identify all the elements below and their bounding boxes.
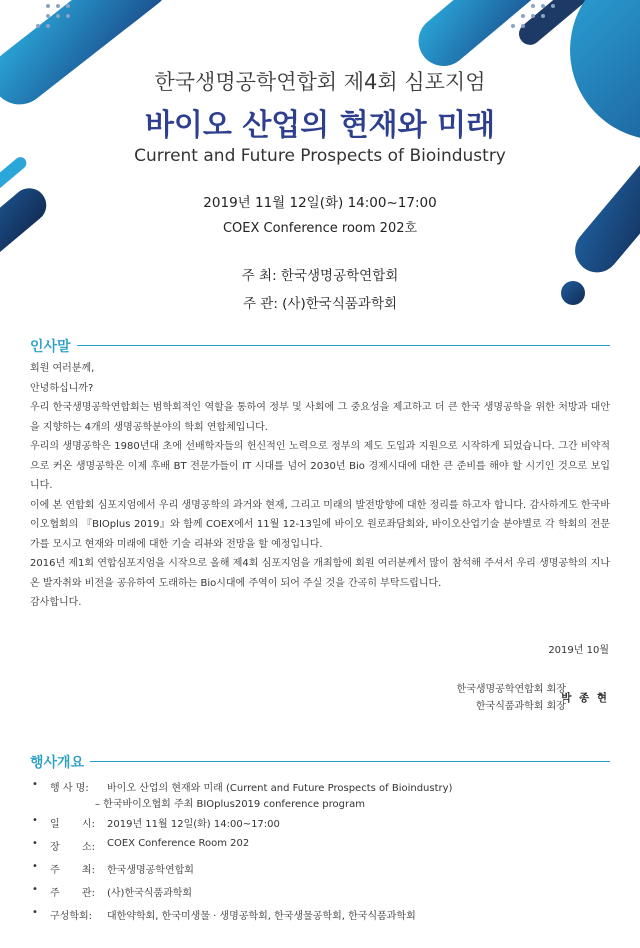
item-value: 대한약학회, 한국미생물 · 생명공학회, 한국생물공학회, 한국식품과학회	[107, 911, 416, 922]
list-item	[30, 907, 620, 930]
signer-title-2: 한국식품과학회 회장	[475, 701, 566, 712]
greeting-heading: 인사말	[30, 336, 77, 356]
item-label: 주 최:	[50, 865, 95, 876]
greeting-body	[30, 359, 610, 613]
greeting-paragraph: 우리의 생명공학은 1980년대 초에 선배학자들의 헌신적인 노력으로 정부의 제도 도입과 지원으로 시작하게 되었습니다. 그간 비약적으로 커온 생명공학은 이제 후배 BT 전문가들이 IT 시대를 넘어 2030년 Bio 경제시대에 대한 큰 준비를 해야 할 시기인 것으로 보입니다.	[30, 441, 610, 491]
item-label: 일 시:	[50, 819, 95, 830]
greeting-paragraph: 회원 여러분께,	[30, 363, 95, 374]
item-subvalue: – 한국바이오협회 주최 BIOplus2019 conference program	[95, 799, 365, 810]
signer-title-1: 한국생명공학연합회 회장	[456, 684, 566, 695]
subtitle-english: Current and Future Prospects of Bioindustry	[134, 146, 506, 166]
bullet: •	[32, 815, 38, 826]
section-divider	[30, 761, 610, 762]
item-value: 한국생명공학연합회	[107, 865, 194, 876]
host-line: 주 최: 한국생명공학연합회	[241, 268, 399, 284]
list-item	[30, 861, 620, 884]
list-item	[30, 779, 620, 815]
greeting-paragraph: 2016년 제1회 연합심포지엄을 시작으로 올해 제4회 심포지엄을 개최함에 회원 여러분께서 많이 참석해 주셔서 우리 생명공학의 지나온 발자취와 비전을 공유하여 도래하는 Bio시대에 주역이 되어 주실 것을 간곡히 부탁드립니다.	[30, 558, 610, 589]
greeting-paragraph: 이에 본 연합회 심포지엄에서 우리 생명공학의 과거와 현재, 그리고 미래의 발전방향에 대한 정리를 하고자 합니다. 감사하게도 한국바이오협회의 『BIOplus 2019』와 함께 COEX에서 11월 12-13일에 바이오 원로좌담회와, 바이오산업기술 분야별로 각 학회의 전문가를 모시고 현재와 미래에 대한 기술 리뷰와 전망을 할 예정입니다.	[30, 499, 610, 550]
top-left-capsule	[0, 0, 180, 116]
item-value: (사)한국식품과학회	[107, 888, 193, 899]
event-datetime: 2019년 11월 12일(화) 14:00~17:00	[203, 195, 437, 211]
bullet: •	[32, 779, 38, 790]
bullet: •	[32, 884, 38, 895]
bullet: •	[32, 907, 38, 918]
item-value: COEX Conference Room 202	[107, 838, 250, 849]
item-label: 주 관:	[50, 888, 95, 899]
greeting-paragraph: 안녕하십니까?	[30, 382, 94, 394]
symposium-name: 한국생명공학연합회 제4회 심포지엄	[154, 70, 486, 94]
item-value: 2019년 11월 12일(화) 14:00~17:00	[107, 819, 280, 830]
signer-titles	[457, 681, 566, 715]
greeting-section-header	[30, 336, 610, 354]
list-item	[30, 884, 620, 907]
overview-section-header	[30, 752, 610, 770]
right-capsule	[566, 146, 640, 282]
list-item	[30, 838, 620, 861]
item-value: 바이오 산업의 현재와 미래 (Current and Future Prospects of Bioindustry)	[107, 783, 453, 794]
event-venue: COEX Conference room 202호	[222, 221, 418, 236]
greeting-paragraph: 우리 한국생명공학연합회는 범학회적인 역할을 통하여 정부 및 사회에 그 중요성을 제고하고 더 큰 한국 생명공학을 위한 처방과 대안을 지향하는 4개의 생명공학분야의 학회 연합체입니다.	[30, 402, 610, 433]
greeting-paragraph: 감사합니다.	[30, 597, 82, 608]
item-label: 행 사 명:	[50, 783, 89, 794]
overview-heading: 행사개요	[30, 752, 90, 772]
signer-name: 박 종 현	[561, 692, 609, 704]
section-divider	[30, 345, 610, 346]
item-label: 장 소:	[50, 842, 95, 853]
item-label: 구성학회:	[50, 911, 93, 922]
organizer-line: 주 관: (사)한국식품과학회	[242, 296, 398, 312]
greeting-date: 2019년 10월	[548, 645, 609, 656]
overview-list	[30, 779, 620, 930]
list-item	[30, 815, 620, 838]
bullet: •	[32, 861, 38, 872]
bullet: •	[32, 838, 38, 849]
page-title: 바이오 산업의 현재와 미래	[144, 108, 496, 143]
